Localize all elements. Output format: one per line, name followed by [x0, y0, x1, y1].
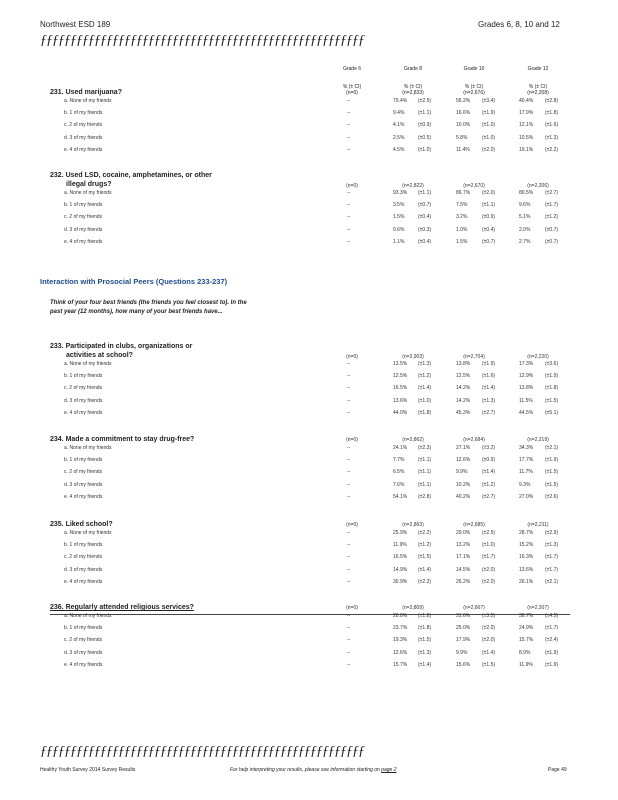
grade-6-value: -- — [347, 530, 351, 536]
grade-8-percent: 7.6% — [393, 481, 405, 488]
grade-12-percent: 11.5% — [519, 397, 533, 404]
grade-8-percent: 14.9% — [393, 566, 408, 573]
footer-help-text: For help interpreting your results, please see information starting on — [230, 767, 380, 773]
sample-size: (n=2,685) — [463, 522, 485, 528]
grade-10-percent: 17.9% — [456, 637, 471, 644]
grade-10-percent: 1.0% — [456, 226, 468, 233]
grade-6-value: -- — [347, 625, 351, 632]
grade-10-ci: (±2.7) — [482, 493, 496, 500]
grade-6-value: -- — [347, 226, 351, 233]
grade-10-ci: (±2.0) — [482, 190, 496, 196]
grade-8-percent: 12.5% — [393, 373, 408, 380]
grade-8-percent: 79.4% — [393, 98, 408, 104]
grade-6-value: -- — [347, 649, 351, 656]
grade-6-value: -- — [347, 542, 351, 549]
grade-12-ci: (±0.7) — [545, 238, 559, 245]
grade-10-percent: 56.2% — [456, 98, 471, 104]
grade-12-ci: (±1.5) — [545, 397, 559, 404]
sample-size: (n=2,704) — [463, 354, 485, 360]
grade-12-ci: (±1.8) — [545, 385, 559, 392]
grade-6-value: -- — [347, 146, 351, 153]
grade-8-ci: (±1.3) — [418, 649, 432, 656]
grade-6-value: -- — [347, 493, 351, 500]
col-grade-12: Grade 12 — [527, 66, 549, 72]
grade-10-percent: 17.1% — [456, 554, 471, 561]
row-label: a. None of my friends — [64, 361, 112, 367]
grade-12-percent: 9.3% — [519, 481, 531, 488]
grade-10-ci: (±1.4) — [482, 385, 496, 392]
question-title: 236. Regularly attended religious services? — [50, 604, 194, 611]
grade-10-ci: (±2.5) — [482, 530, 496, 536]
grade-6-value: -- — [347, 361, 351, 367]
col-n-6: (n=0) — [346, 90, 358, 96]
footer-page-number: Page 49 — [548, 767, 567, 773]
grade-12-percent: 16.3% — [519, 554, 534, 561]
grade-10-ci: (±0.7) — [482, 238, 496, 245]
grade-8-ci: (±1.8) — [418, 613, 432, 619]
bottom-divider: ƒƒƒƒƒƒƒƒƒƒƒƒƒƒƒƒƒƒƒƒƒƒƒƒƒƒƒƒƒƒƒƒƒƒƒƒƒƒƒƒƒƒƒƒƒƒƒƒƒƒƒƒƒƒ — [40, 744, 364, 759]
col-sub-12: % (± CI) — [528, 84, 548, 90]
grade-6-value: -- — [347, 190, 351, 196]
grade-10-percent: 1.5% — [456, 238, 468, 245]
grade-10-percent: 7.5% — [456, 202, 468, 209]
grade-12-ci: (±4.5) — [545, 613, 559, 619]
grade-12-ci: (±2.7) — [545, 190, 559, 196]
grade-12-ci: (±1.3) — [545, 134, 559, 141]
row-label: d. 3 of my friends — [64, 397, 103, 404]
sample-size: (n=2,809) — [402, 605, 424, 611]
grade-6-value: -- — [347, 637, 351, 644]
grade-8-ci: (±2.3) — [418, 445, 432, 451]
grade-12-percent: 11.9% — [519, 661, 533, 668]
row-label: b. 1 of my friends — [64, 457, 103, 464]
grade-10-percent: 26.2% — [456, 578, 471, 585]
grade-8-percent: 11.9% — [393, 542, 407, 549]
col-sub-6: % (± CI) — [342, 84, 362, 90]
grade-12-percent: 17.9% — [519, 110, 534, 117]
grade-8-percent: 16.5% — [393, 385, 408, 392]
question-title-line2: illegal drugs? — [66, 181, 112, 188]
grade-12-ci: (±1.6) — [545, 122, 559, 129]
row-label: b. 1 of my friends — [64, 202, 103, 209]
grade-8-percent: 23.7% — [393, 625, 408, 632]
row-label: a. None of my friends — [64, 530, 112, 536]
row-label: a. None of my friends — [64, 445, 112, 451]
grade-10-percent: 14.5% — [456, 566, 471, 573]
grade-8-percent: 7.7% — [393, 457, 405, 464]
grade-12-percent: 11.7% — [519, 469, 533, 476]
grade-8-ci: (±1.1) — [418, 190, 432, 196]
grade-8-percent: 12.6% — [393, 649, 408, 656]
question-title: 233. Participated in clubs, organizations or — [50, 343, 193, 350]
grade-8-percent: 1.5% — [393, 214, 405, 221]
grade-8-ci: (±0.9) — [418, 122, 432, 129]
grade-8-percent: 13.6% — [393, 397, 408, 404]
row-label: e. 4 of my friends — [64, 146, 103, 153]
grade-10-percent: 40.2% — [456, 493, 471, 500]
grade-10-ci: (±3.2) — [482, 445, 496, 451]
grade-8-ci: (±1.4) — [418, 661, 432, 668]
grade-6-value: -- — [347, 373, 351, 380]
grade-12-ci: (±5.1) — [545, 409, 559, 416]
grade-6-value: -- — [347, 98, 351, 104]
footer-help — [230, 767, 397, 773]
grade-10-percent: 9.9% — [456, 649, 468, 656]
sample-size: (n=0) — [346, 437, 358, 443]
grade-8-ci: (±2.8) — [418, 493, 432, 500]
grade-8-ci: (±1.4) — [418, 385, 432, 392]
grade-8-percent: 16.5% — [393, 554, 408, 561]
row-label: e. 4 of my friends — [64, 578, 103, 585]
grade-8-ci: (±0.4) — [418, 238, 432, 245]
grade-6-value: -- — [347, 481, 351, 488]
sample-size: (n=0) — [346, 354, 358, 360]
grade-10-ci: (±2.7) — [482, 409, 496, 416]
grade-10-ci: (±2.0) — [482, 566, 496, 573]
row-label: c. 2 of my friends — [64, 637, 103, 644]
section-title: Interaction with Prosocial Peers (Questions 233-237) — [40, 277, 228, 286]
grade-10-ci: (±0.4) — [482, 226, 496, 233]
grade-10-ci: (±3.4) — [482, 98, 496, 104]
grade-8-percent: 28.8% — [393, 613, 408, 619]
grade-8-ci: (±2.2) — [418, 530, 432, 536]
question-title: 232. Used LSD, cocaine, amphetamines, or other — [50, 172, 212, 179]
row-label: b. 1 of my friends — [64, 110, 103, 117]
grade-6-value: -- — [347, 397, 351, 404]
grade-10-percent: 86.7% — [456, 190, 471, 196]
grade-6-value: -- — [347, 110, 351, 117]
grade-12-percent: 13.6% — [519, 566, 534, 573]
grade-10-percent: 10.0% — [456, 122, 471, 129]
grade-10-percent: 12.6% — [456, 457, 471, 464]
grade-12-percent: 27.0% — [519, 493, 534, 500]
col-n-10: (n=2,676) — [463, 90, 485, 96]
question-title: 235. Liked school? — [50, 521, 113, 528]
grade-12-percent: 40.4% — [519, 98, 534, 104]
sample-size: (n=2,862) — [402, 437, 424, 443]
grade-10-percent: 13.2% — [456, 542, 471, 549]
row-label: e. 4 of my friends — [64, 238, 103, 245]
grade-12-percent: 12.9% — [519, 373, 534, 380]
row-label: a. None of my friends — [64, 190, 112, 196]
grade-10-percent: 31.6% — [456, 613, 471, 619]
sample-size: (n=2,670) — [463, 183, 485, 189]
row-label: c. 2 of my friends — [64, 385, 103, 392]
grade-12-ci: (±1.3) — [545, 542, 559, 549]
grade-12-ci: (±1.9) — [545, 457, 559, 464]
grade-12-percent: 15.2% — [519, 542, 534, 549]
grade-12-percent: 2.0% — [519, 226, 531, 233]
grade-10-ci: (±1.4) — [482, 649, 496, 656]
grade-10-ci: (±2.0) — [482, 578, 496, 585]
grade-8-ci: (±0.3) — [418, 226, 432, 233]
grade-8-percent: 4.1% — [393, 122, 405, 129]
grade-6-value: -- — [347, 214, 351, 221]
grade-6-value: -- — [347, 613, 351, 619]
grade-12-percent: 17.7% — [519, 457, 534, 464]
grade-8-ci: (±1.5) — [418, 637, 432, 644]
grade-12-ci: (±1.7) — [545, 554, 559, 561]
grade-8-ci: (±1.4) — [418, 566, 432, 573]
grade-6-value: -- — [347, 202, 351, 209]
grade-10-ci: (±1.2) — [482, 481, 496, 488]
grade-8-ci: (±0.4) — [418, 214, 432, 221]
grade-12-ci: (±1.9) — [545, 649, 559, 656]
grade-8-ci: (±1.1) — [418, 481, 432, 488]
grade-10-percent: 11.4% — [456, 146, 470, 153]
grade-6-value: -- — [347, 554, 351, 561]
grade-8-percent: 4.5% — [393, 146, 405, 153]
row-label: a. None of my friends — [64, 613, 112, 619]
grade-8-ci: (±1.3) — [418, 361, 432, 367]
grade-10-ci: (±1.9) — [482, 110, 496, 117]
grade-10-percent: 25.0% — [456, 625, 471, 632]
grade-8-ci: (±1.8) — [418, 409, 432, 416]
grade-12-ci: (±1.8) — [545, 110, 559, 117]
row-label: c. 2 of my friends — [64, 122, 103, 129]
grade-10-percent: 13.8% — [456, 361, 471, 367]
grade-12-percent: 80.5% — [519, 190, 534, 196]
grade-10-percent: 12.5% — [456, 373, 471, 380]
grade-10-percent: 16.6% — [456, 110, 471, 117]
grade-6-value: -- — [347, 661, 351, 668]
grade-8-percent: 0.6% — [393, 226, 405, 233]
grade-12-percent: 17.3% — [519, 361, 534, 367]
sample-size: (n=2,211) — [527, 522, 549, 528]
grade-6-value: -- — [347, 122, 351, 129]
row-label: d. 3 of my friends — [64, 481, 103, 488]
row-label: d. 3 of my friends — [64, 649, 103, 656]
grade-8-percent: 13.5% — [393, 361, 408, 367]
grade-8-percent: 24.1% — [393, 445, 408, 451]
grade-12-ci: (±2.1) — [545, 578, 559, 585]
col-sub-10: % (± CI) — [464, 84, 484, 90]
footer-page-link[interactable]: page 2 — [381, 767, 397, 773]
question-title: 231. Used marijuana? — [50, 89, 122, 96]
grade-12-ci: (±1.5) — [545, 481, 559, 488]
grade-10-ci: (±1.0) — [482, 134, 496, 141]
grade-10-percent: 9.9% — [456, 469, 468, 476]
grade-8-percent: 1.1% — [393, 238, 405, 245]
grade-10-ci: (±1.1) — [482, 202, 496, 209]
grade-12-ci: (±2.4) — [545, 637, 559, 644]
grade-6-value: -- — [347, 457, 351, 464]
grade-12-percent: 38.7% — [519, 613, 534, 619]
row-label: a. None of my friends — [64, 98, 112, 104]
footer-left: Healthy Youth Survey 2014 Survey Results — [40, 767, 136, 773]
grade-10-ci: (±1.5) — [482, 661, 496, 668]
row-label: d. 3 of my friends — [64, 134, 103, 141]
grade-6-value: -- — [347, 385, 351, 392]
grade-10-ci: (±1.4) — [482, 469, 496, 476]
sample-size: (n=2,903) — [402, 354, 424, 360]
row-label: e. 4 of my friends — [64, 409, 103, 416]
grade-8-ci: (±1.8) — [418, 625, 432, 632]
grade-8-ci: (±1.5) — [418, 554, 432, 561]
grade-12-percent: 19.1% — [519, 146, 534, 153]
grade-12-percent: 28.7% — [519, 530, 534, 536]
grade-12-ci: (±2.1) — [545, 445, 559, 451]
grade-8-percent: 6.5% — [393, 469, 405, 476]
grade-12-ci: (±1.7) — [545, 625, 559, 632]
row-label: b. 1 of my friends — [64, 625, 103, 632]
sample-size: (n=2,863) — [402, 522, 424, 528]
grade-8-ci: (±2.5) — [418, 98, 432, 104]
grade-12-percent: 26.1% — [519, 578, 534, 585]
grade-8-ci: (±1.0) — [418, 146, 432, 153]
grade-10-ci: (±1.9) — [482, 361, 496, 367]
grade-8-ci: (±0.5) — [418, 134, 432, 141]
grade-6-value: -- — [347, 469, 351, 476]
row-label: e. 4 of my friends — [64, 493, 103, 500]
grade-12-ci: (±1.5) — [545, 469, 559, 476]
grade-12-ci: (±2.9) — [545, 530, 559, 536]
grade-10-ci: (±3.5) — [482, 613, 496, 619]
question-title: 234. Made a commitment to stay drug-free? — [50, 436, 195, 443]
grade-10-percent: 3.2% — [456, 214, 468, 221]
sample-size: (n=0) — [346, 183, 358, 189]
grade-8-percent: 93.3% — [393, 190, 408, 196]
grade-12-ci: (±2.8) — [545, 98, 559, 104]
grade-12-percent: 9.6% — [519, 202, 531, 209]
grade-10-ci: (±1.6) — [482, 373, 496, 380]
row-label: d. 3 of my friends — [64, 226, 103, 233]
grade-12-ci: (±1.2) — [545, 214, 559, 221]
grade-8-ci: (±1.2) — [418, 542, 432, 549]
grade-12-ci: (±1.9) — [545, 661, 559, 668]
grade-10-percent: 14.2% — [456, 397, 471, 404]
row-label: b. 1 of my friends — [64, 542, 103, 549]
header-grades: Grades 6, 8, 10 and 12 — [478, 20, 560, 29]
col-grade-10: Grade 10 — [463, 66, 485, 72]
grade-8-ci: (±2.2) — [418, 578, 432, 585]
grade-10-ci: (±1.0) — [482, 542, 496, 549]
grade-8-percent: 2.5% — [393, 134, 405, 141]
grade-12-percent: 2.7% — [519, 238, 531, 245]
grade-6-value: -- — [347, 409, 351, 416]
grade-8-percent: 44.0% — [393, 409, 408, 416]
grade-10-ci: (±1.7) — [482, 554, 496, 561]
grade-6-value: -- — [347, 578, 351, 585]
row-label: b. 1 of my friends — [64, 373, 103, 380]
row-label: c. 2 of my friends — [64, 469, 103, 476]
grade-8-ci: (±1.1) — [418, 457, 432, 464]
question-title-line2: activities at school? — [66, 352, 133, 359]
grade-12-ci: (±2.2) — [545, 146, 559, 153]
grade-10-percent: 29.0% — [456, 530, 471, 536]
sample-size: (n=2,822) — [402, 183, 424, 189]
grade-10-ci: (±2.0) — [482, 637, 496, 644]
row-label: d. 3 of my friends — [64, 566, 103, 573]
grade-8-percent: 9.4% — [393, 110, 405, 117]
grade-10-ci: (±0.9) — [482, 214, 496, 221]
grade-6-value: -- — [347, 238, 351, 245]
row-label: e. 4 of my friends — [64, 661, 103, 668]
grade-12-percent: 10.5% — [519, 134, 534, 141]
top-divider: ƒƒƒƒƒƒƒƒƒƒƒƒƒƒƒƒƒƒƒƒƒƒƒƒƒƒƒƒƒƒƒƒƒƒƒƒƒƒƒƒƒƒƒƒƒƒƒƒƒƒƒƒƒƒ — [40, 33, 364, 48]
grade-12-ci: (±3.6) — [545, 361, 559, 367]
grade-8-ci: (±1.1) — [418, 469, 432, 476]
grade-12-ci: (±1.7) — [545, 202, 559, 209]
row-label: c. 2 of my friends — [64, 554, 103, 561]
col-sub-8: % (± CI) — [403, 84, 423, 90]
grade-10-percent: 45.3% — [456, 409, 471, 416]
grade-8-percent: 25.9% — [393, 530, 408, 536]
sample-size: (n=2,219) — [527, 437, 549, 443]
grade-10-ci: (±2.0) — [482, 625, 496, 632]
grade-8-ci: (±1.2) — [418, 373, 432, 380]
sample-size: (n=2,684) — [463, 437, 485, 443]
grade-12-percent: 8.9% — [519, 649, 531, 656]
grade-8-percent: 19.3% — [393, 637, 408, 644]
col-grade-8: Grade 8 — [403, 66, 423, 72]
grade-12-percent: 24.9% — [519, 625, 534, 632]
grade-10-ci: (±1.3) — [482, 397, 496, 404]
grade-10-percent: 10.2% — [456, 481, 471, 488]
grade-12-percent: 12.1% — [519, 122, 534, 129]
grade-8-percent: 15.7% — [393, 661, 408, 668]
col-grade-6: Grade 6 — [342, 66, 362, 72]
grade-12-ci: (±1.9) — [545, 373, 559, 380]
grade-10-ci: (±0.9) — [482, 457, 496, 464]
grade-10-ci: (±1.0) — [482, 122, 496, 129]
sample-size: (n=0) — [346, 522, 358, 528]
sample-size: (n=2,667) — [463, 605, 485, 611]
sample-size: (n=2,220) — [527, 354, 549, 360]
grade-8-ci: (±0.7) — [418, 202, 432, 209]
sample-size: (n=0) — [346, 605, 358, 611]
grade-10-percent: 14.2% — [456, 385, 471, 392]
grade-8-percent: 30.9% — [393, 578, 408, 585]
grade-12-percent: 15.7% — [519, 637, 534, 644]
sample-size: (n=2,207) — [527, 605, 549, 611]
grade-6-value: -- — [347, 445, 351, 451]
sample-size: (n=2,206) — [527, 183, 549, 189]
grade-8-ci: (±1.0) — [418, 397, 432, 404]
grade-12-ci: (±1.7) — [545, 566, 559, 573]
grade-12-percent: 34.3% — [519, 445, 534, 451]
grade-6-value: -- — [347, 566, 351, 573]
col-n-8: (n=2,833) — [402, 90, 424, 96]
grade-8-percent: 3.5% — [393, 202, 405, 209]
grade-12-ci: (±2.6) — [545, 493, 559, 500]
header-district: Northwest ESD 189 — [40, 20, 111, 29]
grade-10-percent: 15.6% — [456, 661, 471, 668]
grade-12-percent: 13.8% — [519, 385, 534, 392]
grade-8-percent: 54.1% — [393, 493, 408, 500]
grade-12-percent: 44.5% — [519, 409, 534, 416]
grade-10-ci: (±2.0) — [482, 146, 496, 153]
intro-text: Think of your four best friends (the friends you feel closest to). In the past year (12 months), how many of your best friends have... — [50, 300, 247, 315]
col-n-12: (n=2,208) — [527, 90, 549, 96]
grade-12-percent: 5.1% — [519, 214, 531, 221]
grade-6-value: -- — [347, 134, 351, 141]
grade-12-ci: (±0.7) — [545, 226, 559, 233]
row-label: c. 2 of my friends — [64, 214, 103, 221]
grade-10-percent: 27.1% — [456, 445, 471, 451]
grade-10-percent: 5.8% — [456, 134, 468, 141]
grade-8-ci: (±1.1) — [418, 110, 432, 117]
